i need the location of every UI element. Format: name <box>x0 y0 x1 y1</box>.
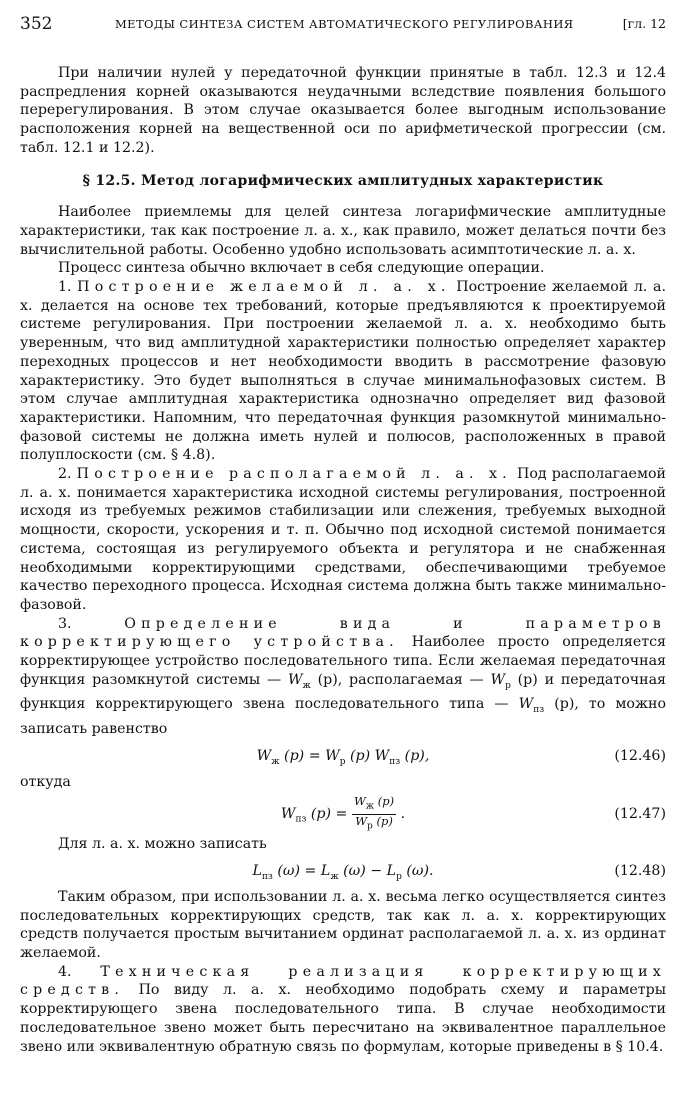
equation-number-12-47: (12.47) <box>614 806 666 823</box>
step-4-text: По виду л. а. х. необходимо подобрать схему и параметры корректирующего звена последовательного типа. В случае необходимости последовательное звено может быть пересчитано на эквивалентное параллельное звено или эквивалентную обратную связь по формулам, которые приведены в § 10.4. <box>20 982 666 1055</box>
equation-12-46 <box>20 741 666 771</box>
step-3-text-c: и передаточная функция корректирующего звена последовательного типа — <box>20 671 666 713</box>
step-3-text-a: Наиболее просто определяется корректирующее устройство последовательного типа. Если желаемая передаточная функция разомкнутой системы — <box>20 634 666 688</box>
step-4 <box>20 963 666 1057</box>
word-otkuda: откуда <box>20 773 71 790</box>
line-dlya-lax: Для л. а. х. можно записать <box>58 836 267 853</box>
step-3-text-d: , то можно записать равенство <box>20 696 667 737</box>
step-3-text-b: , располагаемая — <box>337 671 491 688</box>
paragraph-lax-intro: Наиболее приемлемы для целей синтеза логарифмические амплитудные характеристики, так как построение л. а. х., как правило, может делаться почти без вычислительной работы. Особенно удобно использовать асимптотические л. а. х. <box>20 204 666 258</box>
step-2-text: Под располагаемой л. а. х. понимается характеристика исходной системы регулирования, построенной исходя из требуемых режимов стабилизации или слежения, требуемых выходной мощности, скорости, ускорения и т. п. Обычно под исходной системой понимается система, состоящая из регулируемого объекта и регулятора и не снабженная необходимыми корректирующими средствами, обеспечивающими требуемое качество переходного процесса. Исходная система должна быть также минимально-фазовой. <box>20 466 666 613</box>
paragraph-process: Процесс синтеза обычно включает в себя следующие операции. <box>58 260 545 277</box>
step-2-number: 2. <box>58 466 72 483</box>
arg-p: (p) <box>310 671 338 688</box>
step-1-number: 1. <box>58 279 72 296</box>
equation-number-12-46: (12.46) <box>614 747 666 764</box>
arg-p: (p) <box>510 671 538 688</box>
step-1 <box>20 278 666 465</box>
equation-12-47 <box>20 793 666 833</box>
step-2 <box>20 465 666 615</box>
step-4-title: Техническая реализация корректирующих средств. <box>20 963 666 999</box>
equation-12-47-formula: $W_{пз}$ (p) = $\frac{W_ж (p)}{W_р (p)}$ . <box>280 794 406 831</box>
step-1-text: Построение желаемой л. а. х. делается на основе тех требований, которые предъявляются к проектируемой системе регулирования. При построении желаемой л. а. х. необходимо быть уверенным, что вид амплитудной характеристики полностью определяет характер переходных процессов и нет необходимости вводить в рассмотрение фазовую характеристику. Это будет выполняться в случае минимальнофазовых систем. В этом случае амплитудная характеристика однозначно определяет вид фазовой характеристики. Напомним, что передаточная функция разомкнутой минимально-фазовой системы не должна иметь нулей и полюсов, расположенных в правой полуплоскости (см. § 4.8). <box>20 279 666 464</box>
page-number: 352 <box>20 14 53 34</box>
equation-number-12-48: (12.48) <box>614 862 666 879</box>
section-heading: § 12.5. Метод логарифмических амплитудных характеристик <box>82 172 604 189</box>
equation-12-48 <box>20 856 666 886</box>
symbol-w-zh: $W_ж$ <box>287 671 311 691</box>
intro-paragraph: При наличии нулей у передаточной функции принятые в табл. 12.3 и 12.4 распредления корней оказываются неудачными вследствие появления большого перерегулирования. В этом случае оказывается более выгодным использование расположения корней на вещественной оси по арифметической прогрессии (см. табл. 12.1 и 12.2). <box>20 65 666 156</box>
paragraph-after-equations: Таким образом, при использовании л. а. х. весьма легко осуществляется синтез последовательных корректирующих средств, так как л. а. х. корректирующих средств получается простым вычитанием ординат располагаемой л. а. х. из ординат желаемой. <box>20 888 666 962</box>
symbol-w-pz: $W_{пз}$ <box>518 696 545 716</box>
step-3 <box>20 615 666 739</box>
chapter-label: [гл. 12 <box>622 16 666 31</box>
page-body <box>20 64 666 1056</box>
step-1-title: Построение желаемой л. а. х. <box>77 279 451 296</box>
symbol-w-r: $W_р$ <box>490 671 511 691</box>
step-3-title: Определение вида и параметров корректирующего устройства. <box>20 615 666 651</box>
fraction: $\frac{W_ж (p)}{W_р (p)}$ <box>353 794 395 831</box>
running-title: МЕТОДЫ СИНТЕЗА СИСТЕМ АВТОМАТИЧЕСКОГО РЕГУЛИРОВАНИЯ <box>115 17 574 31</box>
step-2-title: Построение располагаемой л. а. х. <box>76 466 512 483</box>
arg-p: (p) <box>544 696 575 713</box>
step-4-number: 4. <box>58 963 72 980</box>
page-header <box>20 14 666 36</box>
equation-12-48-formula: $L_{пз}$ $(\omega) = L_ж$ $(\omega) - L_р$ (ω). <box>252 862 434 882</box>
equation-12-46-formula: $W_ж$ $(p) = W_р$ (p) $W_{пз}$ (p), <box>256 747 430 767</box>
step-3-number: 3. <box>58 615 72 632</box>
